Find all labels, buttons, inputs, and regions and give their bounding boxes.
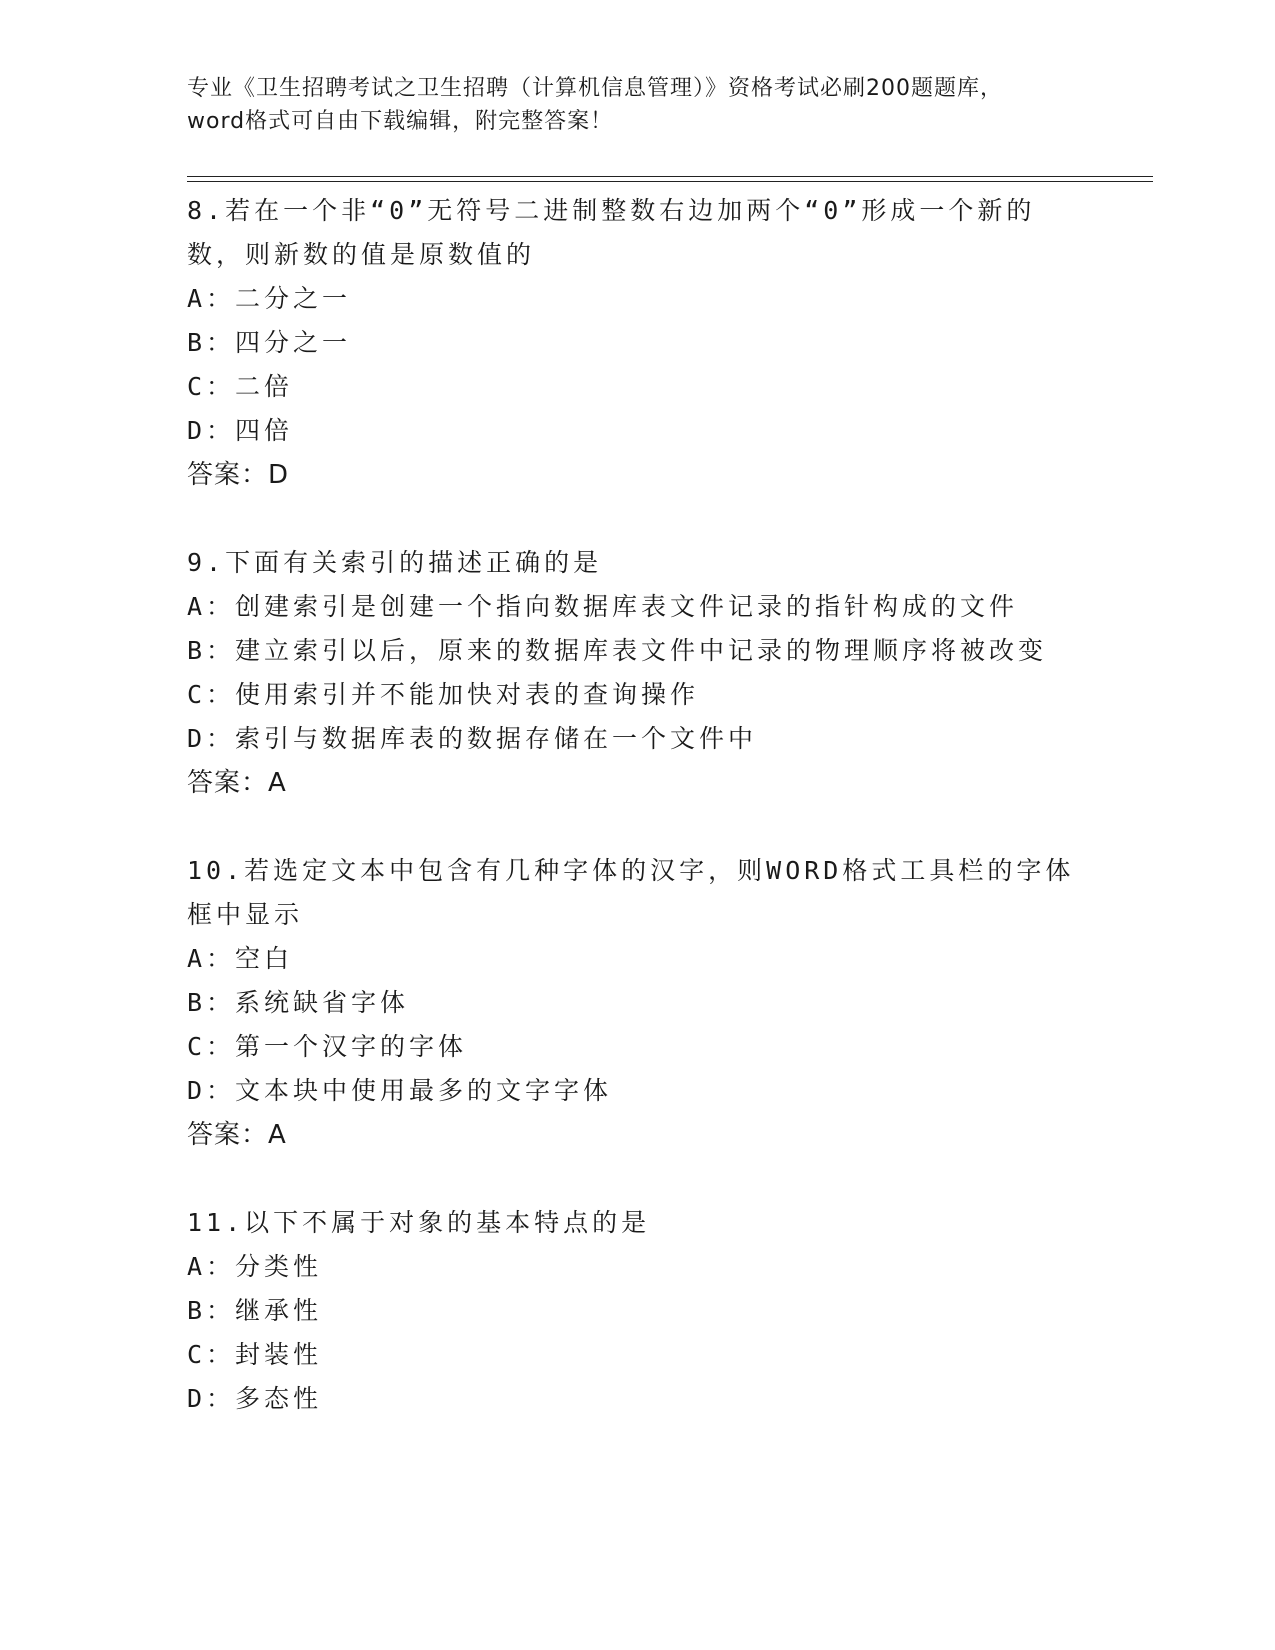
question-10-option-c: C：第一个汉字的字体	[187, 1032, 468, 1061]
question-10-option-a: A：空白	[187, 944, 294, 973]
question-10-stem-line-2: 框中显示	[187, 900, 304, 929]
question-10-stem-line-1: 10.若选定文本中包含有几种字体的汉字，则WORD格式工具栏的字体	[187, 856, 1075, 885]
question-11-stem-line-1: 11.以下不属于对象的基本特点的是	[187, 1208, 651, 1237]
question-9-option-c: C：使用索引并不能加快对表的查询操作	[187, 680, 700, 709]
header-divider-bottom	[187, 181, 1153, 182]
question-10-option-b: B：系统缺省字体	[187, 988, 410, 1017]
question-8-option-d: D：四倍	[187, 416, 294, 445]
header-divider-top	[187, 176, 1153, 177]
question-8-answer: 答案：D	[187, 460, 290, 490]
document-header	[187, 72, 1087, 138]
question-8-option-c: C：二倍	[187, 372, 294, 401]
question-9-stem-line-1: 9.下面有关索引的描述正确的是	[187, 548, 603, 577]
question-10-option-d: D：文本块中使用最多的文字字体	[187, 1076, 613, 1105]
question-11-option-b: B：继承性	[187, 1296, 323, 1325]
question-9-answer: 答案：A	[187, 768, 287, 798]
question-8-option-b: B：四分之一	[187, 328, 352, 357]
question-8-option-a: A：二分之一	[187, 284, 352, 313]
question-9-option-a: A：创建索引是创建一个指向数据库表文件记录的指针构成的文件	[187, 592, 1019, 621]
question-8-stem-line-2: 数，则新数的值是原数值的	[187, 240, 536, 269]
question-9-option-d: D：索引与数据库表的数据存储在一个文件中	[187, 724, 758, 753]
question-10-answer: 答案：A	[187, 1120, 287, 1150]
question-11-option-c: C：封装性	[187, 1340, 323, 1369]
header-line-2: word格式可自由下载编辑，附完整答案！	[187, 109, 614, 134]
header-line-1: 专业《卫生招聘考试之卫生招聘（计算机信息管理）》资格考试必刷200题题库，	[187, 76, 1003, 101]
question-8-stem-line-1: 8.若在一个非“0”无符号二进制整数右边加两个“0”形成一个新的	[187, 196, 1036, 225]
question-11-option-a: A：分类性	[187, 1252, 323, 1281]
question-9-option-b: B：建立索引以后，原来的数据库表文件中记录的物理顺序将被改变	[187, 636, 1048, 665]
question-11-option-d: D：多态性	[187, 1384, 323, 1413]
